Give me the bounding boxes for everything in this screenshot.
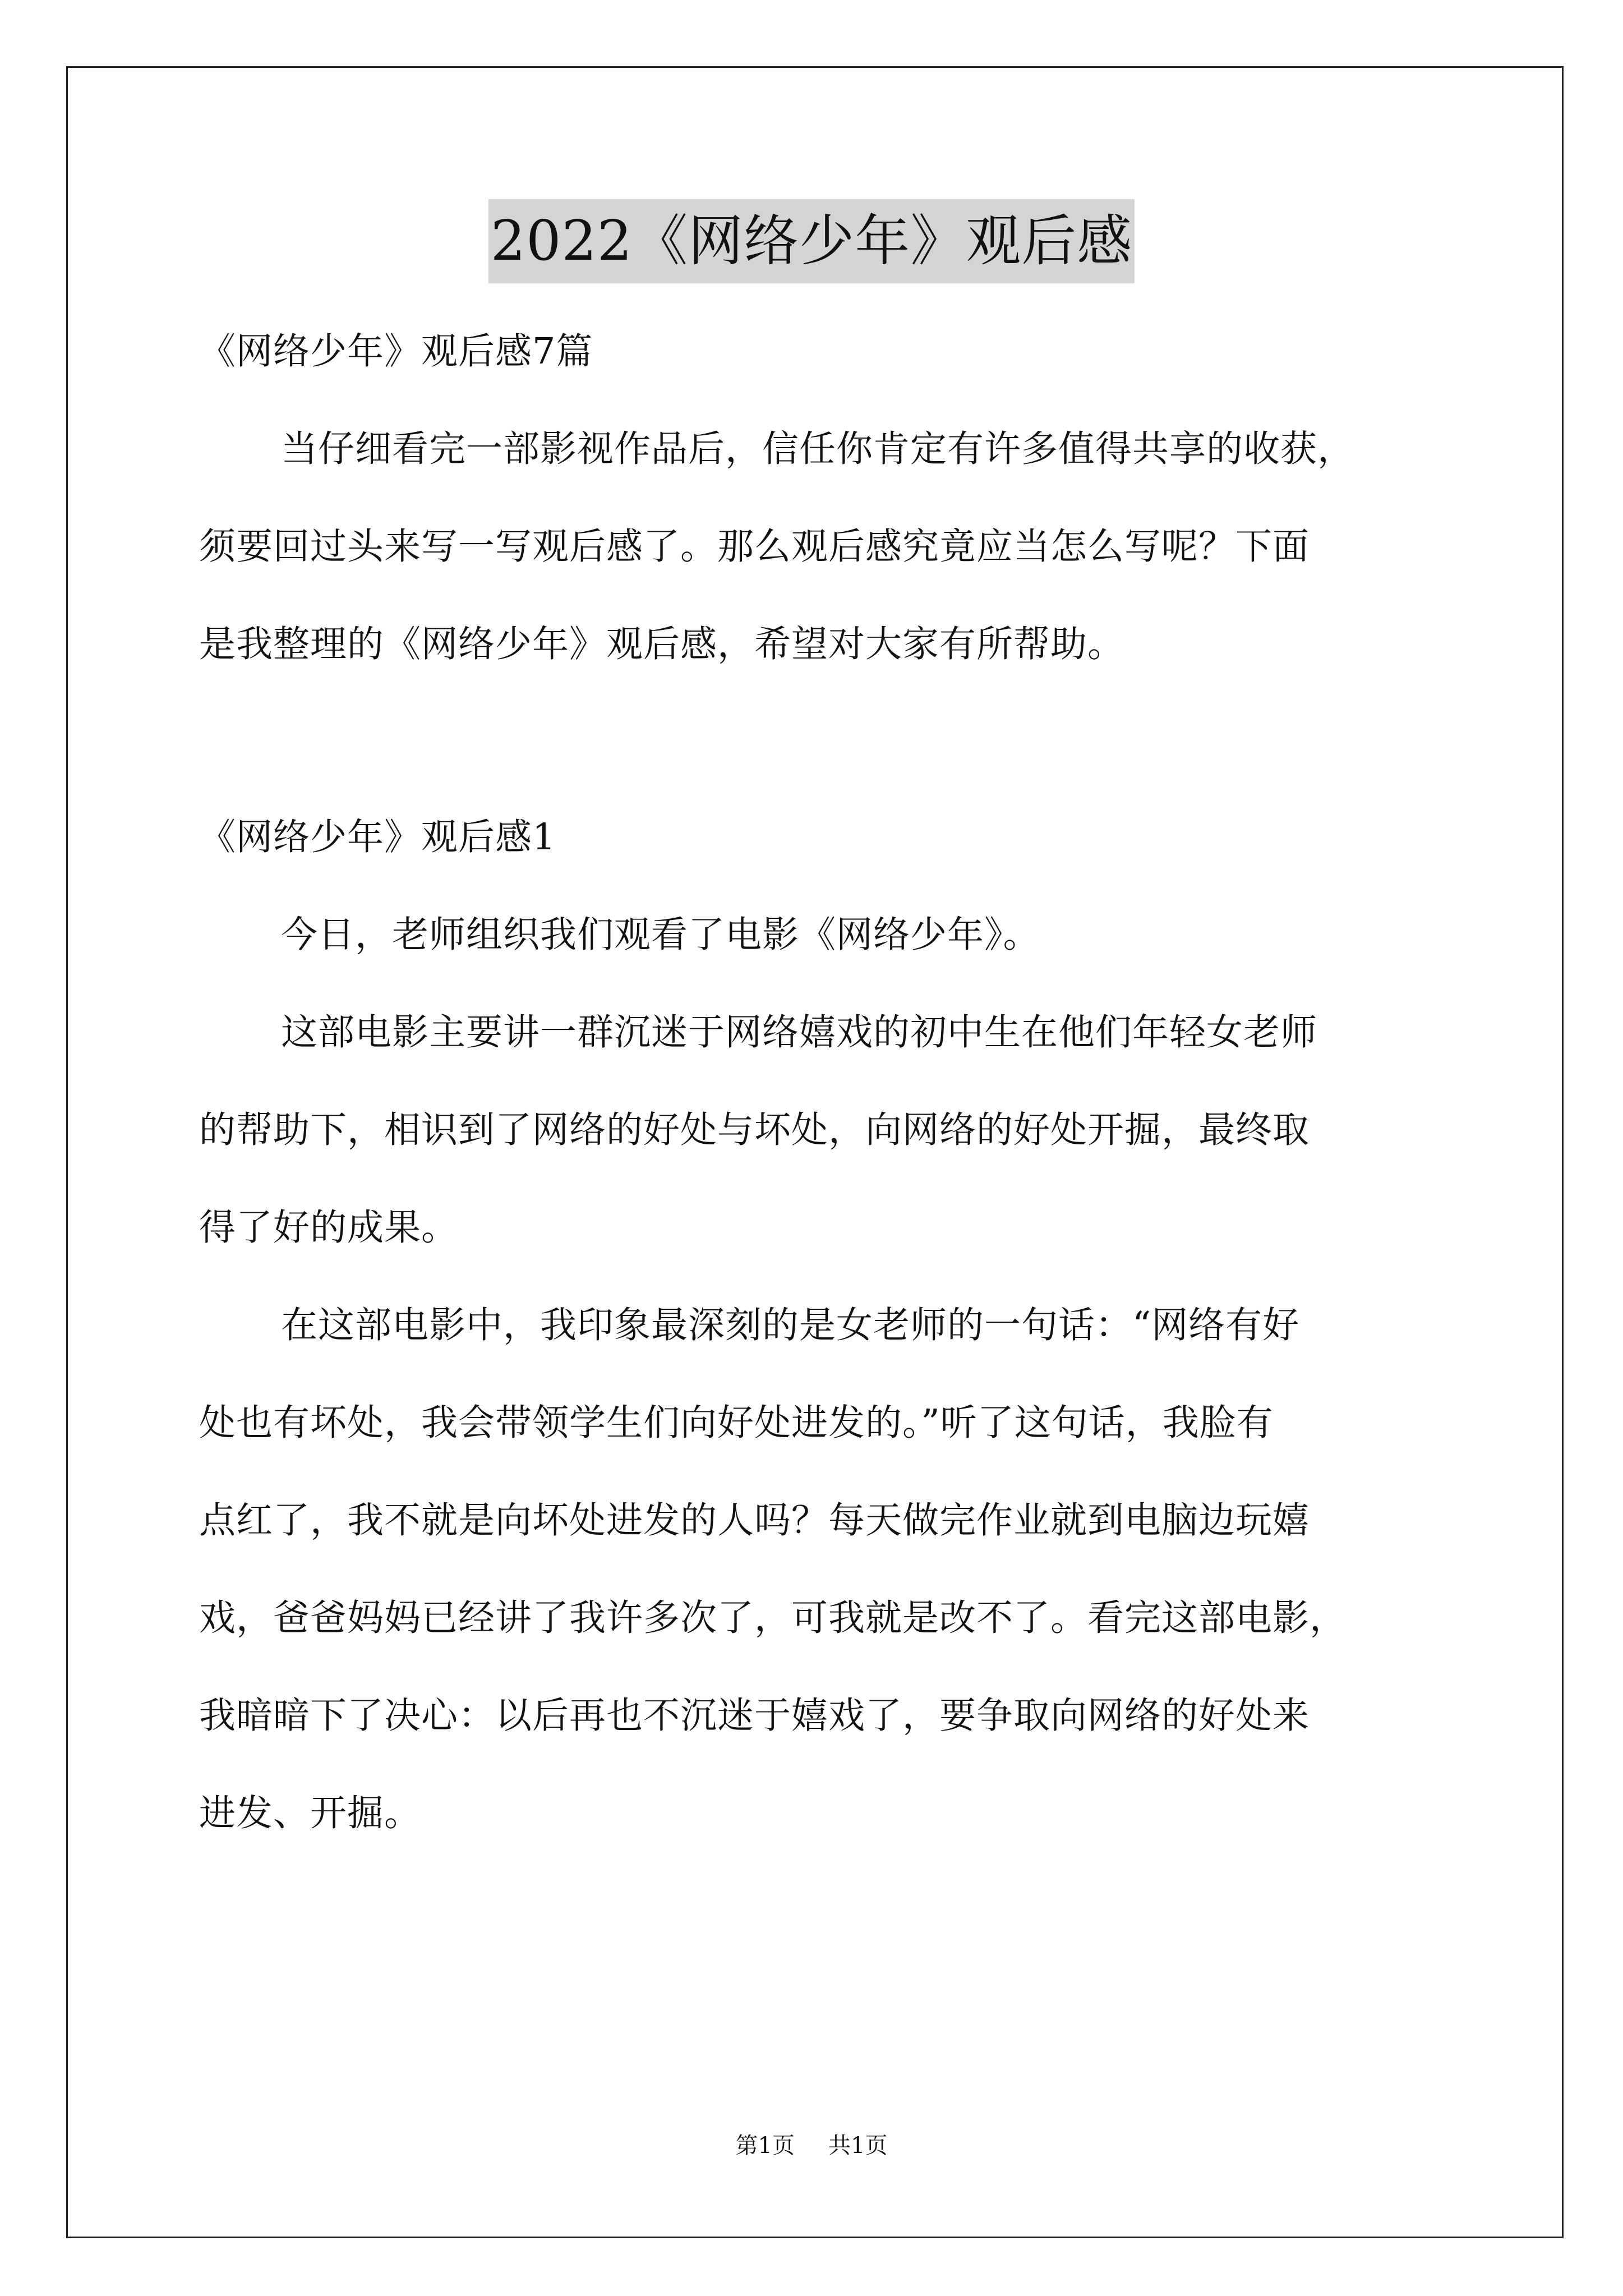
- section-heading: 《网络少年》观后感1: [199, 816, 556, 858]
- document-title: 2022《网络少年》观后感: [488, 199, 1135, 283]
- paragraph-line: 的帮助下，相识到了网络的好处与坏处，向网络的好处开掘，最终取: [199, 1109, 1310, 1151]
- paragraph-line: 是我整理的《网络少年》观后感，希望对大家有所帮助。: [199, 623, 1125, 665]
- page-footer: [0, 2129, 1623, 2162]
- paragraph-line: 当仔细看完一部影视作品后，信任你肯定有许多值得共享的收获，: [281, 428, 1355, 470]
- page-number-total: 共1页: [828, 2133, 888, 2159]
- paragraph-line: 处也有坏处，我会带领学生们向好处进发的。”听了这句话，我脸有: [199, 1402, 1274, 1444]
- section-heading: 《网络少年》观后感7篇: [199, 330, 593, 372]
- paragraph-line: 这部电影主要讲一群沉迷于网络嬉戏的初中生在他们年轻女老师: [281, 1011, 1318, 1053]
- paragraph-line: 我暗暗下了决心：以后再也不沉迷于嬉戏了，要争取向网络的好处来: [199, 1695, 1310, 1737]
- paragraph-line: 得了好的成果。: [199, 1207, 459, 1249]
- page-number-current: 第1页: [735, 2133, 795, 2159]
- section-gap: [199, 693, 1433, 789]
- paragraph-line: 须要回过头来写一写观后感了。那么观后感究竟应当怎么写呢？下面: [199, 526, 1310, 568]
- paragraph-line: 戏，爸爸妈妈已经讲了我许多次了，可我就是改不了。看完这部电影，: [199, 1597, 1347, 1639]
- paragraph-line: 点红了，我不就是向坏处进发的人吗？每天做完作业就到电脑边玩嬉: [199, 1499, 1310, 1542]
- paragraph-line: 在这部电影中，我印象最深刻的是女老师的一句话：“网络有好: [281, 1304, 1300, 1346]
- paragraph-line: 今日，老师组织我们观看了电影《网络少年》。: [281, 914, 1040, 956]
- document-body: [199, 303, 1433, 1862]
- paragraph-line: 进发、开掘。: [199, 1792, 422, 1834]
- title-block: [0, 199, 1623, 283]
